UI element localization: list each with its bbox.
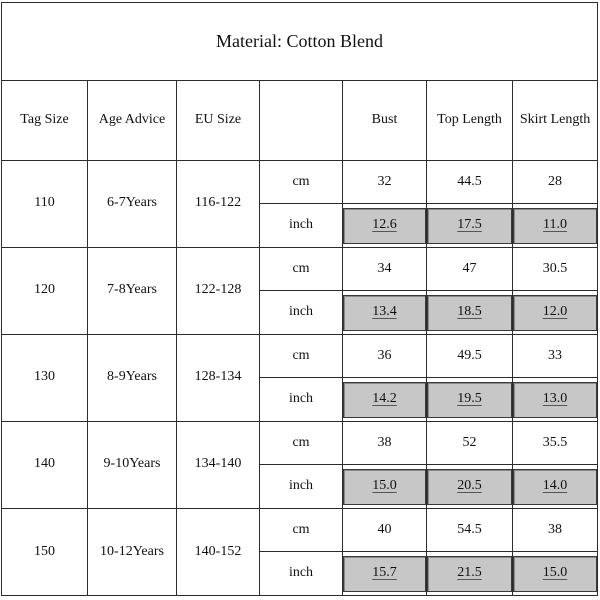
top-length-inch-cell [427,552,513,596]
age-advice-cell: 7-8Years [88,247,177,334]
skirt-length-inch-cell [513,378,598,422]
top-length-inch-cell [427,291,513,335]
unit-inch-label: inch [260,552,343,596]
tag-size-cell: 150 [2,508,88,595]
title-row [2,3,598,81]
size-row-cm [2,508,598,552]
top-length-inch-value: 19.5 [427,382,512,418]
top-length-inch-value: 17.5 [427,208,512,244]
bust-inch-cell [343,291,427,335]
skirt-length-inch-cell [513,204,598,248]
skirt-length-inch-value: 11.0 [513,208,597,244]
header-skirt-length: Skirt Length [513,80,598,160]
unit-cm-label: cm [260,508,343,552]
header-age-advice: Age Advice [88,80,177,160]
bust-cm-cell: 40 [343,508,427,552]
eu-size-cell: 116-122 [177,160,260,247]
header-row [2,80,598,160]
unit-cm-label: cm [260,334,343,378]
header-eu-size: EU Size [177,80,260,160]
skirt-length-cm-cell: 35.5 [513,421,598,465]
header-top-length: Top Length [427,80,513,160]
size-row-cm [2,421,598,465]
unit-inch-label: inch [260,291,343,335]
size-row-cm [2,247,598,291]
bust-inch-value: 13.4 [343,295,426,331]
skirt-length-inch-value: 14.0 [513,469,597,505]
bust-inch-cell [343,378,427,422]
skirt-length-inch-cell [513,465,598,509]
top-length-inch-value: 18.5 [427,295,512,331]
header-tag-size: Tag Size [2,80,88,160]
skirt-length-cm-cell: 38 [513,508,598,552]
table-title: Material: Cotton Blend [2,3,598,81]
eu-size-cell: 140-152 [177,508,260,595]
tag-size-cell: 140 [2,421,88,508]
size-row-cm [2,334,598,378]
tag-size-cell: 130 [2,334,88,421]
bust-inch-cell [343,204,427,248]
unit-inch-label: inch [260,465,343,509]
bust-cm-cell: 38 [343,421,427,465]
unit-cm-label: cm [260,160,343,204]
skirt-length-inch-value: 13.0 [513,382,597,418]
tag-size-cell: 120 [2,247,88,334]
bust-cm-cell: 36 [343,334,427,378]
unit-cm-label: cm [260,421,343,465]
skirt-length-cm-cell: 28 [513,160,598,204]
top-length-inch-value: 20.5 [427,469,512,505]
age-advice-cell: 6-7Years [88,160,177,247]
age-advice-cell: 9-10Years [88,421,177,508]
skirt-length-inch-value: 12.0 [513,295,597,331]
skirt-length-cm-cell: 30.5 [513,247,598,291]
skirt-length-inch-value: 15.0 [513,556,597,592]
bust-cm-cell: 34 [343,247,427,291]
top-length-cm-cell: 47 [427,247,513,291]
bust-inch-value: 12.6 [343,208,426,244]
eu-size-cell: 128-134 [177,334,260,421]
skirt-length-cm-cell: 33 [513,334,598,378]
header-unit [260,80,343,160]
unit-inch-label: inch [260,204,343,248]
bust-inch-value: 15.0 [343,469,426,505]
unit-inch-label: inch [260,378,343,422]
bust-inch-value: 15.7 [343,556,426,592]
size-table [1,2,598,596]
bust-inch-cell [343,465,427,509]
top-length-cm-cell: 49.5 [427,334,513,378]
unit-cm-label: cm [260,247,343,291]
tag-size-cell: 110 [2,160,88,247]
skirt-length-inch-cell [513,552,598,596]
top-length-inch-cell [427,465,513,509]
top-length-cm-cell: 44.5 [427,160,513,204]
bust-inch-cell [343,552,427,596]
eu-size-cell: 122-128 [177,247,260,334]
age-advice-cell: 10-12Years [88,508,177,595]
bust-cm-cell: 32 [343,160,427,204]
top-length-cm-cell: 52 [427,421,513,465]
age-advice-cell: 8-9Years [88,334,177,421]
top-length-inch-cell [427,378,513,422]
size-row-cm [2,160,598,204]
skirt-length-inch-cell [513,291,598,335]
top-length-inch-cell [427,204,513,248]
eu-size-cell: 134-140 [177,421,260,508]
top-length-inch-value: 21.5 [427,556,512,592]
top-length-cm-cell: 54.5 [427,508,513,552]
header-bust: Bust [343,80,427,160]
bust-inch-value: 14.2 [343,382,426,418]
